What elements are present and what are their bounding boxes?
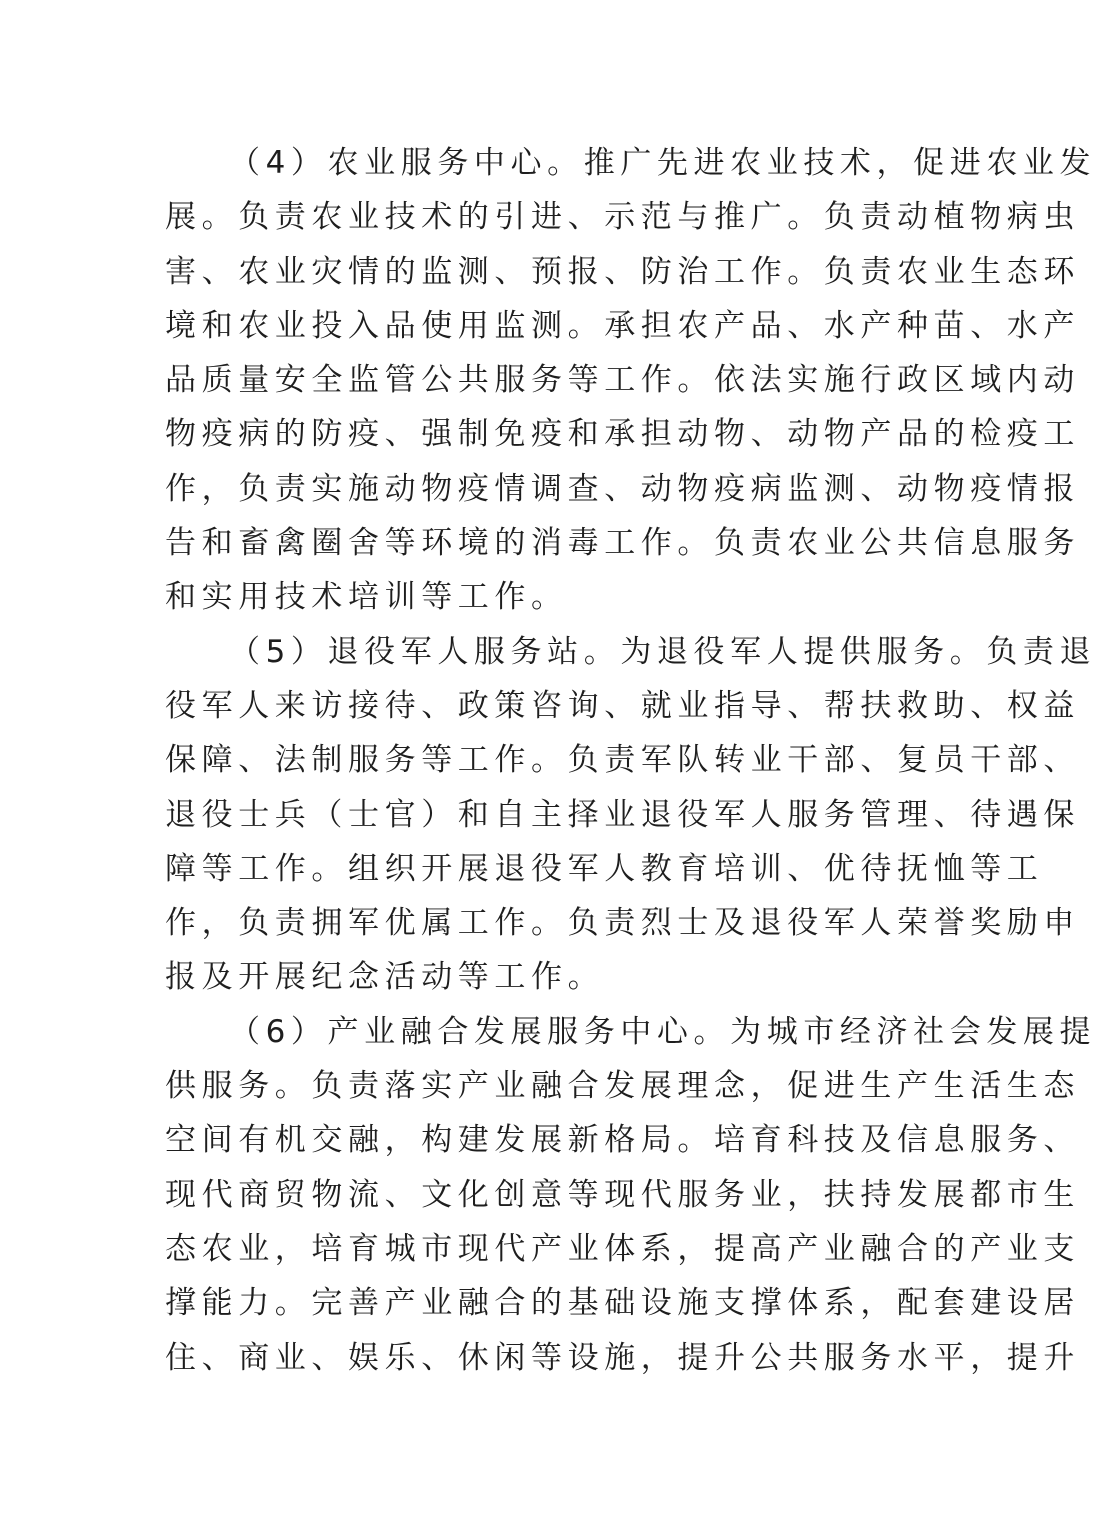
text-line: 作，负责实施动物疫情调查、动物疫病监测、动物疫情报 [165, 470, 1080, 507]
text-line: 障等工作。组织开展退役军人教育培训、优待抚恤等工 [165, 850, 1044, 887]
text-line: 保障、法制服务等工作。负责军队转业干部、复员干部、 [165, 742, 1080, 779]
text-line: 态农业，培育城市现代产业体系，提高产业融合的产业支 [165, 1230, 1080, 1267]
document-body [165, 136, 1096, 1385]
text-line: （4）农业服务中心。推广先进农业技术，促进农业发 [229, 145, 1096, 181]
text-line: 境和农业投入品使用监测。承担农产品、水产种苗、水产 [165, 307, 1080, 344]
text-line: 作，负责拥军优属工作。负责烈士及退役军人荣誉奖励申 [165, 905, 1080, 942]
text-line: 撑能力。完善产业融合的基础设施支撑体系，配套建设居 [165, 1285, 1080, 1322]
text-line: 告和畜禽圈舍等环境的消毒工作。负责农业公共信息服务 [165, 525, 1080, 562]
text-line: （5）退役军人服务站。为退役军人提供服务。负责退 [229, 633, 1096, 670]
text-line: 品质量安全监管公共服务等工作。依法实施行政区域内动 [165, 362, 1080, 399]
text-line: 害、农业灾情的监测、预报、防治工作。负责农业生态环 [165, 253, 1080, 290]
text-line: 报及开展纪念活动等工作。 [165, 959, 605, 996]
paragraph-industry-integration-center [165, 1005, 1096, 1385]
text-line: 住、商业、娱乐、休闲等设施，提升公共服务水平，提升 [165, 1339, 1080, 1376]
text-line: 退役士兵（士官）和自主择业退役军人服务管理、待遇保 [165, 796, 1080, 833]
text-line: 展。负责农业技术的引进、示范与推广。负责动植物病虫 [165, 199, 1080, 236]
text-line: 和实用技术培训等工作。 [165, 579, 568, 616]
text-line: 物疫病的防疫、强制免疫和承担动物、动物产品的检疫工 [165, 416, 1080, 453]
text-line: 空间有机交融，构建发展新格局。培育科技及信息服务、 [165, 1122, 1080, 1159]
text-line: 供服务。负责落实产业融合发展理念，促进生产生活生态 [165, 1068, 1080, 1105]
text-line: （6）产业融合发展服务中心。为城市经济社会发展提 [229, 1013, 1096, 1050]
text-line: 役军人来访接待、政策咨询、就业指导、帮扶救助、权益 [165, 687, 1080, 724]
paragraph-veterans-service-station [165, 625, 1096, 1005]
paragraph-agriculture-service-center [165, 136, 1096, 625]
text-line: 现代商贸物流、文化创意等现代服务业，扶持发展都市生 [165, 1176, 1080, 1213]
